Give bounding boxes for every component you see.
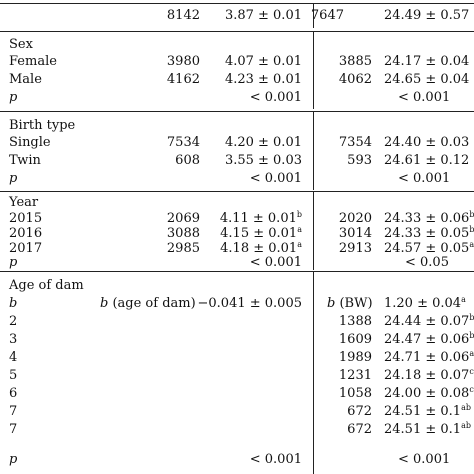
age-b2-value: 1.20 ± 0.04$^a$ [384, 295, 466, 311]
age-row-label: 7 [9, 404, 18, 419]
year-row-n2: 2913 [338, 241, 372, 256]
birth-row-label: Single [9, 135, 51, 150]
column-divider [313, 32, 314, 109]
sex-row-v2: 24.17 ± 0.04 [384, 54, 470, 69]
age-row-n2: 1388 [338, 314, 372, 329]
age-row-label: 3 [9, 332, 18, 347]
birth-row-n1: 608 [175, 153, 200, 168]
age-row-n2: 672 [347, 404, 372, 419]
sex-row-v1: 4.23 ± 0.01 [224, 72, 302, 87]
birth-row-n2: 7354 [338, 135, 372, 150]
year-row-label: 2017 [9, 241, 43, 256]
age-row-label: 6 [9, 386, 18, 401]
age-row-v2: 24.51 ± 0.1$^{ab}$ [384, 421, 471, 437]
sex-p2: < 0.001 [398, 90, 451, 105]
age-row-n2: 1058 [338, 386, 372, 401]
sex-row-n2: 4062 [338, 72, 372, 87]
year-row-label: 2015 [9, 211, 43, 226]
age-row-label: 2 [9, 314, 18, 329]
age-row-n2: 1609 [338, 332, 372, 347]
birth-row-label: Twin [9, 153, 41, 168]
year-row-n1: 3088 [166, 226, 200, 241]
age-p-label: p [9, 452, 18, 467]
year-row-v2: 24.57 ± 0.05$^a$ [384, 240, 474, 256]
year-row-v1: 4.18 ± 0.01$^a$ [220, 240, 302, 256]
age-row-v2: 24.51 ± 0.1$^{ab}$ [384, 403, 471, 419]
age-row-v2: 24.47 ± 0.06$^b$ [384, 331, 474, 347]
overall-v1: 3.87 ± 0.01 [224, 8, 302, 23]
birth-row-v2: 24.61 ± 0.12 [384, 153, 470, 168]
year-p1: < 0.001 [249, 255, 302, 270]
birth-p2: < 0.001 [398, 171, 451, 186]
age-row-v2: 24.00 ± 0.08$^c$ [384, 385, 474, 401]
age-row-n2: 672 [347, 422, 372, 437]
sex-row-n1: 4162 [166, 72, 200, 87]
age-row-n2: 1231 [338, 368, 372, 383]
age-b1-value: −0.041 ± 0.005 [197, 296, 302, 311]
year-p2: < 0.05 [405, 255, 449, 270]
sex-title: Sex [9, 37, 33, 52]
year-row-n2: 3014 [338, 226, 372, 241]
birth-row-n1: 7534 [166, 135, 200, 150]
age-row-label: 7 [9, 422, 18, 437]
age-row-v2: 24.18 ± 0.07$^c$ [384, 367, 474, 383]
age-b1-label: b (age of dam) [100, 296, 196, 311]
rule-year [0, 271, 474, 272]
sex-p-label: p [9, 90, 18, 105]
year-row-v1: 4.11 ± 0.01$^b$ [219, 210, 302, 226]
birth-row-v1: 3.55 ± 0.03 [224, 153, 302, 168]
age-b2-label: b (BW) [327, 296, 373, 311]
rule-sex [0, 111, 474, 112]
year-row-v1: 4.15 ± 0.01$^a$ [220, 225, 302, 241]
year-row-v2: 24.33 ± 0.06$^b$ [384, 210, 474, 226]
birth-row-n2: 593 [347, 153, 372, 168]
overall-n2: 7647 [310, 8, 344, 23]
sex-row-n1: 3980 [166, 54, 200, 69]
birth-p1: < 0.001 [249, 171, 302, 186]
sex-row-label: Female [9, 54, 57, 69]
birth-row-v2: 24.40 ± 0.03 [384, 135, 470, 150]
age-row-v2: 24.44 ± 0.07$^b$ [384, 313, 474, 329]
sex-row-v2: 24.65 ± 0.04 [384, 72, 470, 87]
birth-row-v1: 4.20 ± 0.01 [224, 135, 302, 150]
age-row-label: 4 [9, 350, 18, 365]
age-title: Age of dam [9, 278, 84, 293]
column-divider [313, 112, 314, 190]
age-p1: < 0.001 [249, 452, 302, 467]
age-b-label: b [9, 296, 18, 311]
column-divider [313, 272, 314, 474]
rule-birth [0, 191, 474, 192]
birth-title: Birth type [9, 118, 76, 133]
sex-row-label: Male [9, 72, 42, 87]
year-row-n1: 2069 [166, 211, 200, 226]
year-row-n1: 2985 [166, 241, 200, 256]
column-divider [313, 192, 314, 270]
age-row-label: 5 [9, 368, 18, 383]
birth-p-label: p [9, 171, 18, 186]
year-row-n2: 2020 [338, 211, 372, 226]
rule-overall [0, 31, 474, 32]
year-title: Year [9, 195, 39, 210]
age-row-n2: 1989 [338, 350, 372, 365]
age-row-v2: 24.71 ± 0.06$^a$ [384, 349, 474, 365]
year-row-label: 2016 [9, 226, 43, 241]
age-p2: < 0.001 [398, 452, 451, 467]
year-p-label: p [9, 255, 18, 270]
sex-row-v1: 4.07 ± 0.01 [224, 54, 302, 69]
overall-n1: 8142 [166, 8, 200, 23]
sex-p1: < 0.001 [249, 90, 302, 105]
top-rule [0, 3, 474, 4]
sex-row-n2: 3885 [338, 54, 372, 69]
overall-v2: 24.49 ± 0.57 [384, 8, 470, 23]
year-row-v2: 24.33 ± 0.05$^b$ [384, 225, 474, 241]
